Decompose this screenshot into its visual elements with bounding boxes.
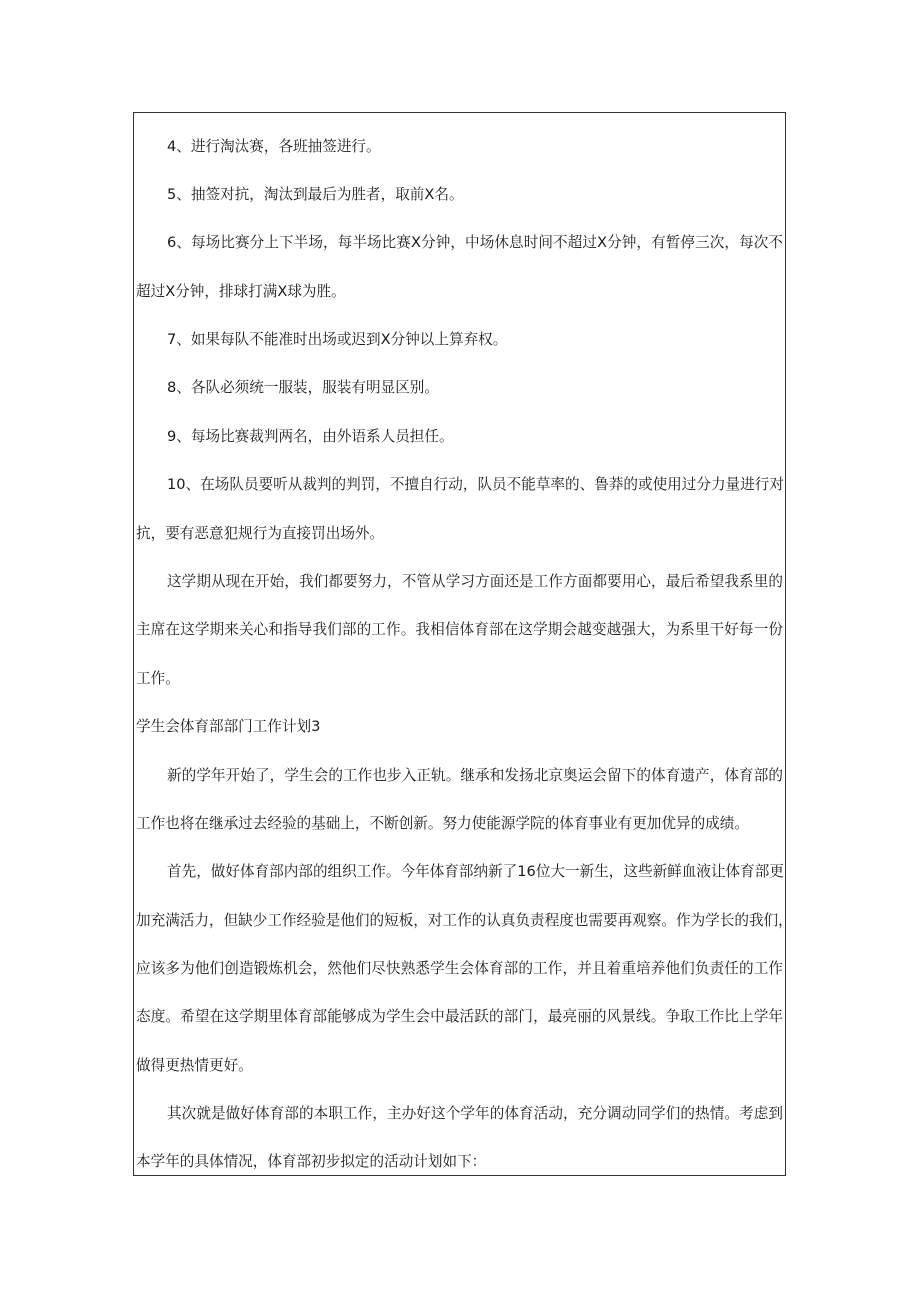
list-item: 4、进行淘汰赛，各班抽签进行。 — [167, 138, 381, 155]
list-item: 7、如果每队不能准时出场或迟到X分钟以上算弃权。 — [167, 331, 508, 348]
document-body — [134, 113, 793, 1175]
paragraph-line: 主席在这学期来关心和指导我们部的工作。我相信体育部在这学期会越变越强大，为系里干好每一份 — [136, 621, 783, 638]
list-item: 6、每场比赛分上下半场，每半场比赛X分钟，中场休息时间不超过X分钟，有暂停三次，每次不 — [167, 234, 783, 251]
page-frame — [133, 112, 793, 1176]
list-item: 5、抽签对抗，淘汰到最后为胜者，取前X名。 — [167, 186, 464, 203]
list-item: 9、每场比赛裁判两名，由外语系人员担任。 — [167, 428, 454, 445]
paragraph-line: 加充满活力，但缺少工作经验是他们的短板，对工作的认真负责程度也需要再观察。作为学长的我们， — [136, 912, 793, 929]
paragraph-line: 首先，做好体育部内部的组织工作。今年体育部纳新了16位大一新生，这些新鲜血液让体育部更 — [167, 863, 784, 880]
list-item: 10、在场队员要听从裁判的判罚，不擅自行动，队员不能草率的、鲁莽的或使用过分力量进行对 — [167, 476, 784, 493]
paragraph-line: 应该多为他们创造锻炼机会，然他们尽快熟悉学生会体育部的工作，并且着重培养他们负责任的工作 — [136, 960, 783, 977]
list-item: 8、各队必须统一服装，服装有明显区别。 — [167, 379, 439, 396]
paragraph-line: 新的学年开始了，学生会的工作也步入正轨。继承和发扬北京奥运会留下的体育遗产，体育部的 — [167, 767, 783, 784]
paragraph-line: 做得更热情更好。 — [136, 1057, 253, 1074]
list-item-continuation: 抗，要有恶意犯规行为直接罚出场外。 — [136, 525, 385, 542]
list-item-continuation: 超过X分钟，排球打满X球为胜。 — [136, 283, 346, 300]
paragraph-line: 态度。希望在这学期里体育部能够成为学生会中最活跃的部门，最亮丽的风景线。争取工作比上学年 — [136, 1008, 783, 1025]
paragraph-line: 工作也将在继承过去经验的基础上，不断创新。努力使能源学院的体育事业有更加优异的成绩。 — [136, 815, 749, 832]
paragraph-line: 本学年的具体情况，体育部初步拟定的活动计划如下： — [136, 1153, 487, 1170]
paragraph-line: 这学期从现在开始，我们都要努力，不管从学习方面还是工作方面都要用心，最后希望我系里的 — [167, 573, 783, 590]
paragraph-line: 其次就是做好体育部的本职工作，主办好这个学年的体育活动，充分调动同学们的热情。考虑到 — [167, 1105, 783, 1122]
section-heading: 学生会体育部部门工作计划3 — [136, 718, 321, 735]
paragraph-line: 工作。 — [136, 670, 180, 687]
